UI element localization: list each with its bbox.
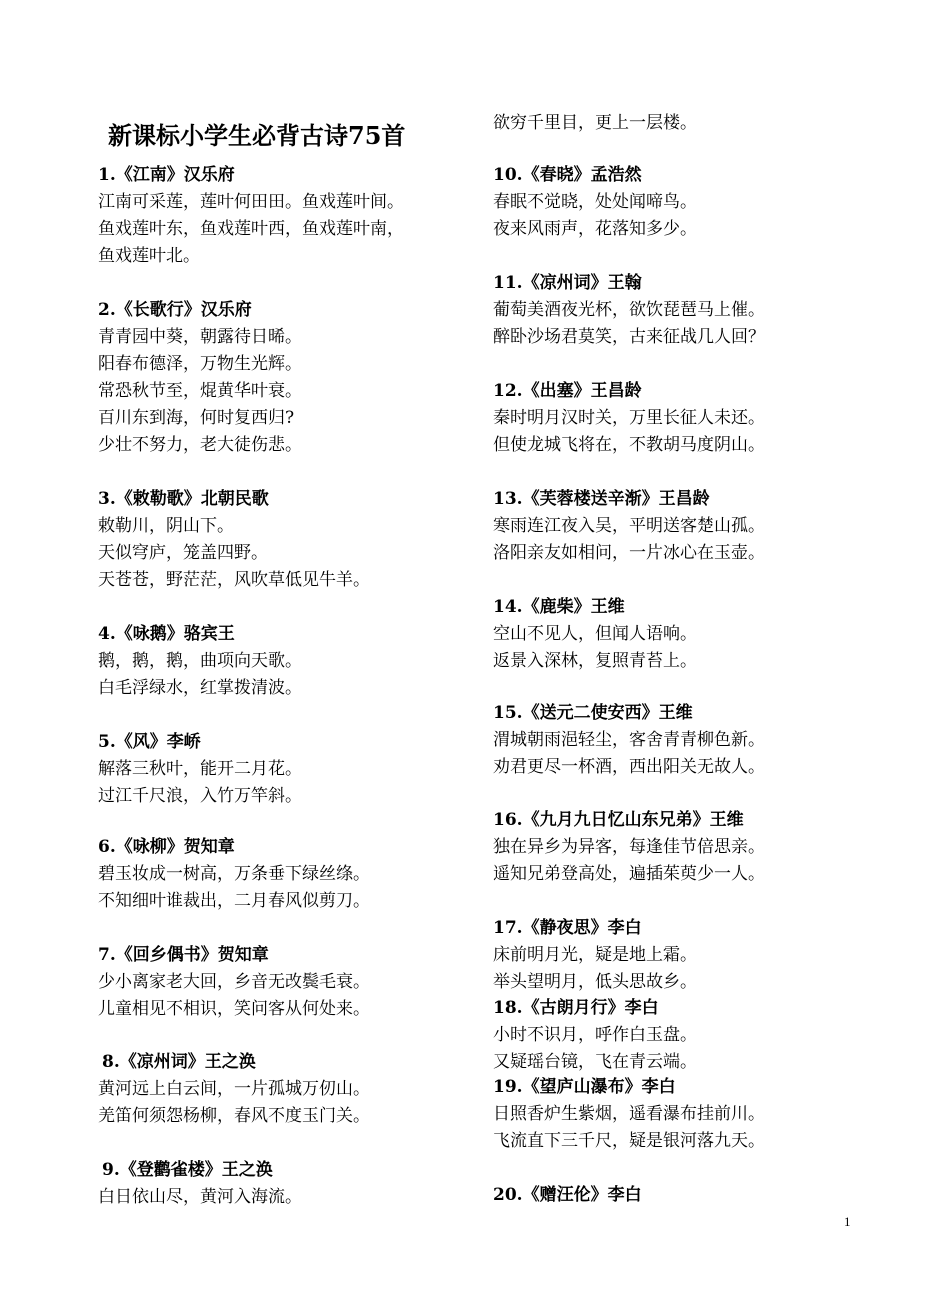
poem-line: 少壮不努力，老大徒伤悲。: [98, 435, 302, 455]
poem-line: 天苍苍，野茫茫，风吹草低见牛羊。: [98, 570, 370, 590]
poem-line: 鱼戏莲叶北。: [98, 246, 200, 266]
poem-line: 敕勒川，阴山下。: [98, 516, 234, 536]
poem-line: 过江千尺浪，入竹万竿斜。: [98, 786, 302, 806]
poem-line: 床前明月光，疑是地上霜。: [493, 945, 697, 965]
poem-line: 醉卧沙场君莫笑，古来征战几人回？: [493, 327, 765, 347]
poem-line: 寒雨连江夜入吴，平明送客楚山孤。: [493, 516, 765, 536]
poem-heading: 9.《登鹳雀楼》王之涣: [102, 1160, 273, 1180]
poem-heading: 15.《送元二使安西》王维: [493, 703, 693, 723]
poem-heading: 4.《咏鹅》骆宾王: [98, 624, 235, 644]
poem-line: 举头望明月，低头思故乡。: [493, 972, 697, 992]
poem-heading: 19.《望庐山瀑布》李白: [493, 1077, 676, 1097]
poem-line: 常恐秋节至，焜黄华叶衰。: [98, 381, 302, 401]
poem-heading: 3.《敕勒歌》北朝民歌: [98, 489, 269, 509]
poem-line: 碧玉妆成一树高，万条垂下绿丝绦。: [98, 864, 370, 884]
poem-heading: 8.《凉州词》王之涣: [102, 1052, 256, 1072]
poem-heading: 16.《九月九日忆山东兄弟》王维: [493, 810, 744, 830]
poem-heading: 12.《出塞》王昌龄: [493, 381, 642, 401]
poem-line: 小时不识月，呼作白玉盘。: [493, 1025, 697, 1045]
poem-line: 夜来风雨声，花落知多少。: [493, 219, 697, 239]
poem-line: 葡萄美酒夜光杯，欲饮琵琶马上催。: [493, 300, 765, 320]
page-number: 1: [844, 1214, 851, 1229]
poem-heading: 11.《凉州词》王翰: [493, 273, 642, 293]
poem-line: 江南可采莲，莲叶何田田。鱼戏莲叶间。: [98, 192, 404, 212]
poem-line: 黄河远上白云间，一片孤城万仞山。: [98, 1079, 370, 1099]
page-title: 新课标小学生必背古诗75首: [108, 121, 406, 150]
poem-line: 阳春布德泽，万物生光辉。: [98, 354, 302, 374]
poem-line: 不知细叶谁裁出，二月春风似剪刀。: [98, 891, 370, 911]
poem-line: 白毛浮绿水，红掌拨清波。: [98, 678, 302, 698]
poem-line: 但使龙城飞将在，不教胡马度阴山。: [493, 435, 765, 455]
poem-line: 白日依山尽，黄河入海流。: [98, 1187, 302, 1207]
poem-line: 又疑瑶台镜，飞在青云端。: [493, 1052, 697, 1072]
poem-heading: 7.《回乡偶书》贺知章: [98, 945, 269, 965]
poem-line: 欲穷千里目，更上一层楼。: [493, 113, 697, 133]
poem-line: 空山不见人，但闻人语响。: [493, 624, 697, 644]
poem-line: 解落三秋叶，能开二月花。: [98, 759, 302, 779]
poem-line: 春眠不觉晓，处处闻啼鸟。: [493, 192, 697, 212]
poem-line: 洛阳亲友如相问，一片冰心在玉壶。: [493, 543, 765, 563]
poem-heading: 18.《古朗月行》李白: [493, 998, 659, 1018]
poem-line: 天似穹庐，笼盖四野。: [98, 543, 268, 563]
poem-line: 青青园中葵，朝露待日晞。: [98, 327, 302, 347]
poem-line: 劝君更尽一杯酒，西出阳关无故人。: [493, 757, 765, 777]
poem-line: 渭城朝雨浥轻尘，客舍青青柳色新。: [493, 730, 765, 750]
poem-heading: 17.《静夜思》李白: [493, 918, 642, 938]
poem-line: 秦时明月汉时关，万里长征人未还。: [493, 408, 765, 428]
poem-heading: 6.《咏柳》贺知章: [98, 837, 235, 857]
poem-line: 儿童相见不相识，笑问客从何处来。: [98, 999, 370, 1019]
poem-line: 鱼戏莲叶东，鱼戏莲叶西，鱼戏莲叶南，: [98, 219, 404, 239]
poem-line: 日照香炉生紫烟，遥看瀑布挂前川。: [493, 1104, 765, 1124]
poem-heading: 5.《风》李峤: [98, 732, 201, 752]
poem-heading: 2.《长歌行》汉乐府: [98, 300, 252, 320]
poem-line: 遥知兄弟登高处，遍插茱萸少一人。: [493, 864, 765, 884]
poem-heading: 20.《赠汪伦》李白: [493, 1185, 642, 1205]
poem-heading: 1.《江南》汉乐府: [98, 165, 235, 185]
poem-heading: 14.《鹿柴》王维: [493, 597, 625, 617]
poem-line: 鹅，鹅，鹅，曲项向天歌。: [98, 651, 302, 671]
poem-line: 少小离家老大回，乡音无改鬓毛衰。: [98, 972, 370, 992]
poem-line: 返景入深林，复照青苔上。: [493, 651, 697, 671]
poem-line: 百川东到海，何时复西归?: [98, 408, 295, 428]
poem-line: 飞流直下三千尺，疑是银河落九天。: [493, 1131, 765, 1151]
poem-line: 羌笛何须怨杨柳，春风不度玉门关。: [98, 1106, 370, 1126]
poem-heading: 13.《芙蓉楼送辛渐》王昌龄: [493, 489, 710, 509]
poem-line: 独在异乡为异客，每逢佳节倍思亲。: [493, 837, 765, 857]
poem-heading: 10.《春晓》孟浩然: [493, 165, 642, 185]
